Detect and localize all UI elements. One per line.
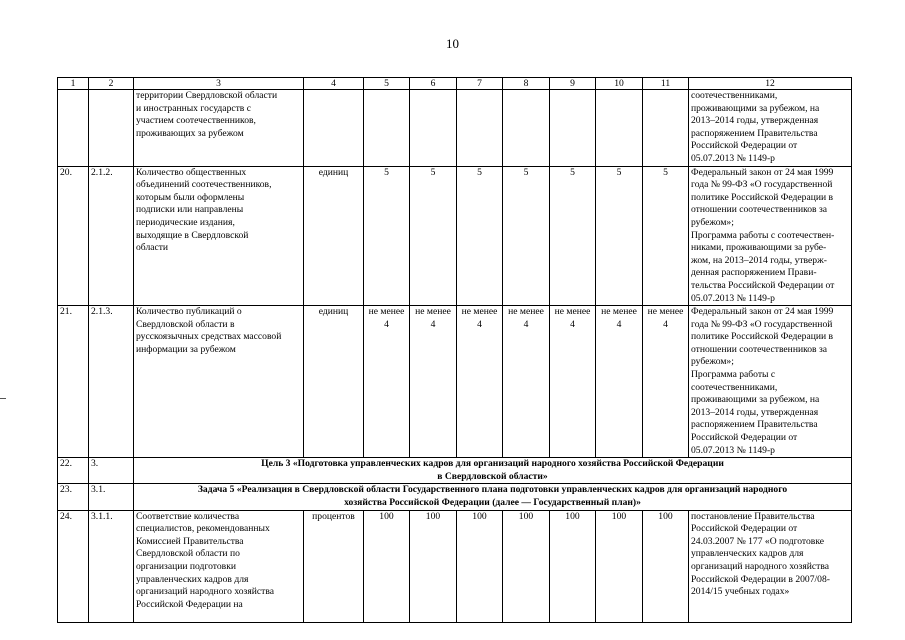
- value-cell: 5: [596, 166, 643, 306]
- row-code: 2.1.3.: [89, 306, 134, 458]
- value-cell: 100: [410, 510, 457, 622]
- table-row-24: [58, 510, 852, 622]
- value-cell: 5: [503, 166, 550, 306]
- table-row-20: [58, 166, 852, 306]
- col-header-8: 8: [503, 78, 550, 90]
- col-header-4: 4: [304, 78, 364, 90]
- value-cell: 100: [364, 510, 410, 622]
- row-number: 24.: [58, 510, 89, 622]
- value-cell: 100: [457, 510, 503, 622]
- value-cell: 5: [550, 166, 596, 306]
- edge-mark: [0, 398, 6, 399]
- column-number-row: [58, 78, 852, 90]
- row-code: 3.: [89, 458, 134, 484]
- indicator-description: Соответствие количества специалистов, рекомендованных Комиссией Правительства Свердловской области по организации подготовки управленческих кадров для организаций народного хозяйства Российской Федерации на: [134, 510, 304, 622]
- page-number: 10: [446, 36, 459, 51]
- program-table: [57, 77, 852, 623]
- row-number: 21.: [58, 306, 89, 458]
- col-header-9: 9: [550, 78, 596, 90]
- col-header-5: 5: [364, 78, 410, 90]
- source-document: постановление Правительства Российской Федерации от 24.03.2007 № 177 «О подготовке управленческих кадров для организаций народного хозяйства Российской Федерации в 2007/08- 2014/15 учебных годах»: [689, 510, 852, 622]
- indicator-description: Количество публикаций о Свердловской области в русскоязычных средствах массовой информации за рубежом: [134, 306, 304, 458]
- col-header-1: 1: [58, 78, 89, 90]
- value-cell: не менее 4: [410, 306, 457, 458]
- col-header-6: 6: [410, 78, 457, 90]
- unit: единиц: [304, 166, 364, 306]
- col-header-7: 7: [457, 78, 503, 90]
- value-cell: 100: [503, 510, 550, 622]
- task-title: Задача 5 «Реализация в Свердловской области Государственного плана подготовки управленческих кадров для организаций народного хозяйства Российской Федерации (далее — Государственный план)»: [134, 484, 852, 510]
- value-cell: не менее 4: [503, 306, 550, 458]
- indicator-description: территории Свердловской области и иностранных государств с участием соотечественников, проживающих за рубежом: [134, 90, 304, 167]
- table-row-continuation: [58, 90, 852, 167]
- col-header-10: 10: [596, 78, 643, 90]
- col-header-3: 3: [134, 78, 304, 90]
- value-cell: 100: [596, 510, 643, 622]
- unit: единиц: [304, 306, 364, 458]
- table-row-23: [58, 484, 852, 510]
- value-cell: не менее 4: [457, 306, 503, 458]
- value-cell: 5: [643, 166, 689, 306]
- row-number: 22.: [58, 458, 89, 484]
- col-header-2: 2: [89, 78, 134, 90]
- indicator-description: Количество общественных объединений соотечественников, которым были оформлены подписки или направлены периодические издания, выходящие в Свердловской области: [134, 166, 304, 306]
- value-cell: 5: [364, 166, 410, 306]
- value-cell: 5: [457, 166, 503, 306]
- unit: процентов: [304, 510, 364, 622]
- col-header-12: 12: [689, 78, 852, 90]
- value-cell: 100: [643, 510, 689, 622]
- value-cell: не менее 4: [550, 306, 596, 458]
- value-cell: не менее 4: [364, 306, 410, 458]
- col-header-11: 11: [643, 78, 689, 90]
- row-code: 2.1.2.: [89, 166, 134, 306]
- value-cell: 100: [550, 510, 596, 622]
- source-document: соотечественниками, проживающими за рубежом, на 2013–2014 годы, утвержденная распоряжением Правительства Российской Федерации от 05.07.2013 № 1149-р: [689, 90, 852, 167]
- value-cell: не менее 4: [596, 306, 643, 458]
- table-row-21: [58, 306, 852, 458]
- source-document: Федеральный закон от 24 мая 1999 года № 99-ФЗ «О государственной политике Российской Федерации в отношении соотечественников за рубежом»; Программа работы с соотечественниками, проживающими за рубежом, на 2013–2014 годы, утвержденная распоряжением Правительства Российской Федерации от 05.07.2013 № 1149-р: [689, 306, 852, 458]
- row-code: 3.1.1.: [89, 510, 134, 622]
- row-number: 20.: [58, 166, 89, 306]
- source-document: Федеральный закон от 24 мая 1999 года № 99-ФЗ «О государственной политике Российской Федерации в отношении соотечественников за рубежом»; Программа работы с соотечествен- никами, проживающими за рубе- жом, на 2013–2014 годы, утверж- денная распоряжением Прави- тельства Российской Федерации от 05.07.2013 № 1149-р: [689, 166, 852, 306]
- table-row-22: [58, 458, 852, 484]
- value-cell: 5: [410, 166, 457, 306]
- row-code: 3.1.: [89, 484, 134, 510]
- row-number: 23.: [58, 484, 89, 510]
- goal-title: Цель 3 «Подготовка управленческих кадров для организаций народного хозяйства Российской Федерации в Свердловской области»: [134, 458, 852, 484]
- value-cell: не менее 4: [643, 306, 689, 458]
